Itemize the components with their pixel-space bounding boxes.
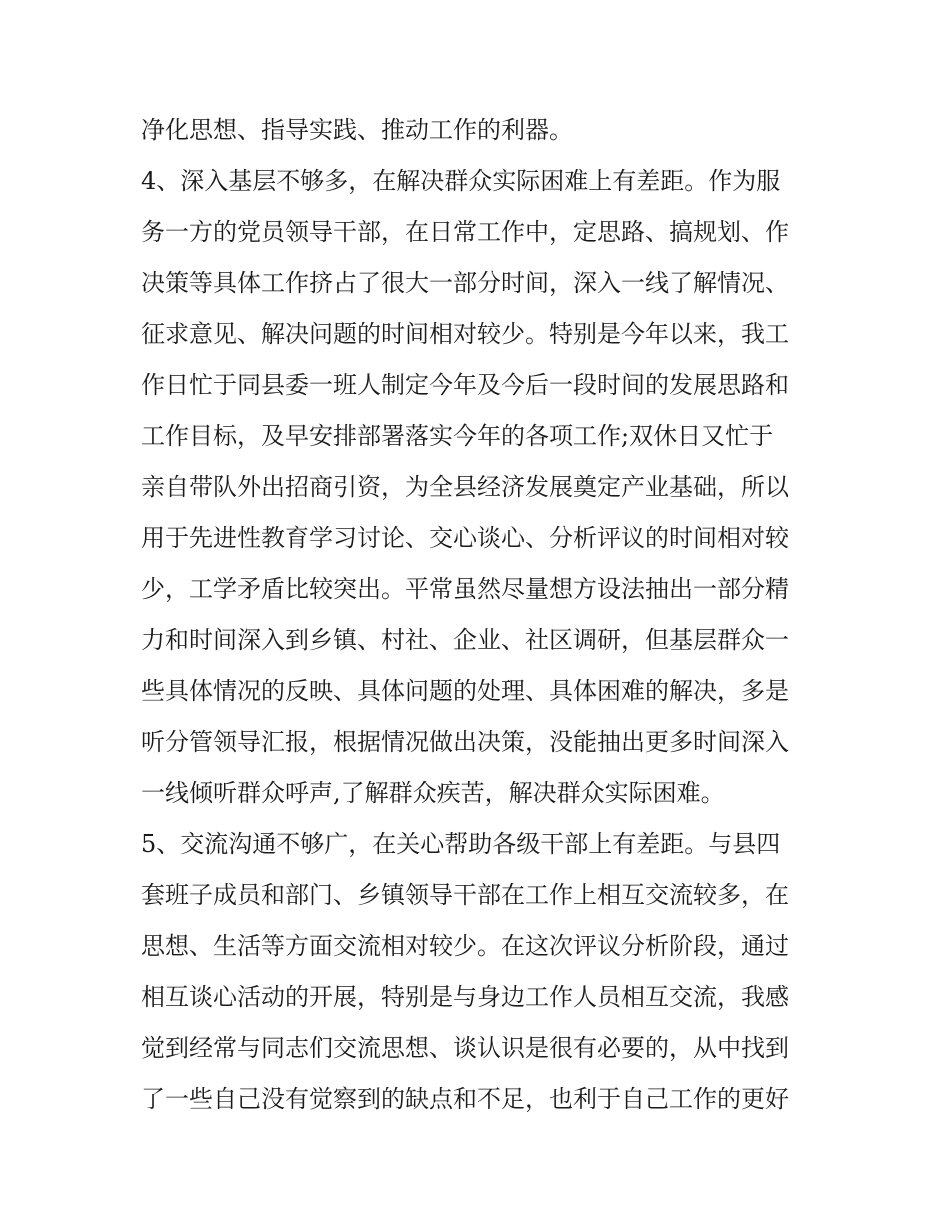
text-line: 作日忙于同县委一班人制定今年及今后一段时间的发展思路和 — [141, 371, 789, 399]
text-line: 相互谈心活动的开展，特别是与身边工作人员相互交流，我感 — [141, 983, 789, 1011]
text-line: 5、交流沟通不够广，在关心帮助各级干部上有差距。与县四 — [141, 830, 781, 858]
text-line: 用于先进性教育学习讨论、交心谈心、分析评议的时间相对较 — [141, 524, 789, 552]
text-line: 了一些自己没有觉察到的缺点和不足，也利于自己工作的更好 — [141, 1085, 789, 1113]
text-line: 一线倾听群众呼声,了解群众疾苦，解决群众实际困难。 — [141, 779, 725, 807]
text-line: 决策等具体工作挤占了很大一部分时间，深入一线了解情况、 — [141, 269, 789, 297]
text-line: 4、深入基层不够多，在解决群众实际困难上有差距。作为服 — [141, 167, 781, 195]
text-line: 务一方的党员领导干部，在日常工作中，定思路、搞规划、作 — [141, 218, 789, 246]
text-line: 征求意见、解决问题的时间相对较少。特别是今年以来，我工 — [141, 320, 789, 348]
text-line: 些具体情况的反映、具体问题的处理、具体困难的解决，多是 — [141, 677, 789, 705]
text-line: 亲自带队外出招商引资，为全县经济发展奠定产业基础，所以 — [141, 473, 789, 501]
text-line: 听分管领导汇报，根据情况做出决策，没能抽出更多时间深入 — [141, 728, 789, 756]
text-line: 工作目标，及早安排部署落实今年的各项工作;双休日又忙于 — [141, 422, 774, 450]
text-line: 套班子成员和部门、乡镇领导干部在工作上相互交流较多，在 — [141, 881, 789, 909]
text-line: 觉到经常与同志们交流思想、谈认识是很有必要的，从中找到 — [141, 1034, 789, 1062]
text-line: 力和时间深入到乡镇、村社、企业、社区调研，但基层群众一 — [141, 626, 789, 654]
text-line: 少，工学矛盾比较突出。平常虽然尽量想方设法抽出一部分精 — [141, 575, 789, 603]
text-line: 思想、生活等方面交流相对较少。在这次评议分析阶段，通过 — [141, 932, 789, 960]
body-text — [141, 105, 821, 1125]
text-line: 净化思想、指导实践、推动工作的利器。 — [141, 116, 573, 144]
